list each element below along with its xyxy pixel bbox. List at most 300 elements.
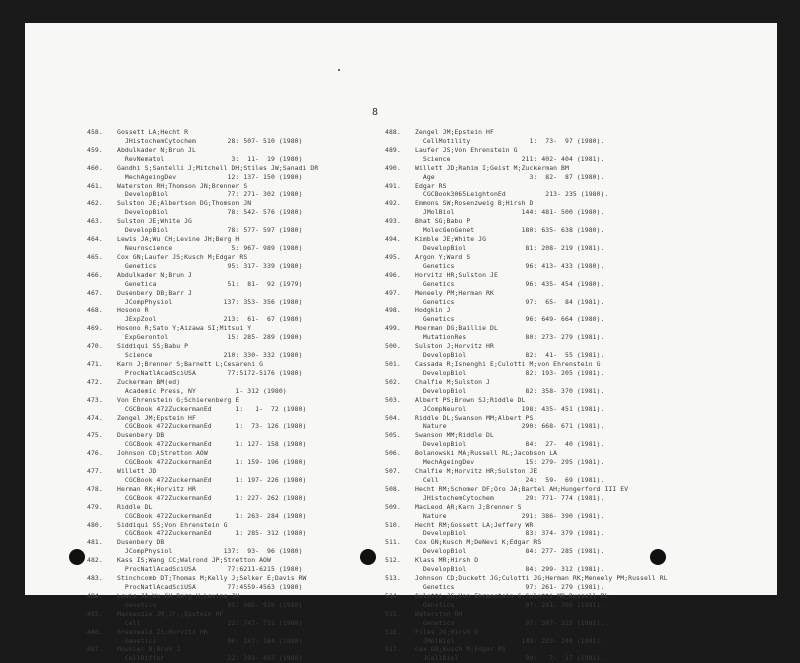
- reference-number: 506.: [385, 449, 401, 458]
- reference-line: [87, 565, 379, 574]
- reference-citation: Academic Press, NY 1- 312 (1980): [117, 386, 287, 395]
- reference-line: [385, 547, 735, 556]
- reference-number: 470.: [87, 342, 103, 351]
- reference-authors: Bolanowski MA;Russell RL;Jacobson LA: [415, 449, 558, 458]
- reference-authors: Albert PS;Brown SJ;Riddle DL: [415, 395, 526, 404]
- reference-line: [385, 351, 735, 360]
- reference-line: [385, 289, 735, 298]
- reference-line: [385, 485, 735, 494]
- reference-number: 514.: [385, 591, 401, 600]
- page-mark: [338, 69, 340, 71]
- reference-line: [87, 512, 379, 521]
- reference-line: [385, 387, 735, 396]
- binder-hole-left: [69, 549, 85, 565]
- reference-authors: Siddiqui SS;Von Ehrenstein G: [117, 520, 228, 529]
- reference-number: 462.: [87, 199, 103, 208]
- reference-number: 487.: [87, 645, 103, 654]
- reference-citation: RevNematol 3: 11- 19 (1980): [117, 154, 303, 163]
- reference-line: [385, 315, 735, 324]
- reference-authors: Hecht RM;Gossett LA;Jeffery WR: [415, 520, 534, 529]
- reference-authors: Siddiqui SS;Babu P: [117, 342, 189, 351]
- reference-line: [87, 333, 379, 342]
- reference-line: [385, 654, 735, 663]
- reference-line: [385, 405, 735, 414]
- reference-number: 464.: [87, 235, 103, 244]
- reference-line: [385, 262, 735, 271]
- reference-line: [385, 628, 735, 637]
- reference-citation: DevelopBiol 78: 542- 576 (1980): [117, 208, 303, 217]
- reference-citation: Genetics 97: 307- 325 (1981).: [415, 618, 605, 627]
- reference-number: 503.: [385, 395, 401, 404]
- reference-authors: Willett JD;Rahim I;Geist M;Zuckerman BM: [415, 163, 569, 172]
- reference-line: [87, 583, 379, 592]
- reference-citation: DevelopBiol 83: 374- 379 (1981).: [415, 529, 605, 538]
- reference-number: 505.: [385, 431, 401, 440]
- reference-line: [87, 485, 379, 494]
- reference-line: [87, 529, 379, 538]
- reference-line: [385, 199, 735, 208]
- reference-line: [87, 449, 379, 458]
- reference-citation: MolecGenGenet 180: 635- 638 (1980).: [415, 226, 605, 235]
- reference-line: [385, 458, 735, 467]
- reference-line: [87, 387, 379, 396]
- reference-citation: JExpZool 213: 61- 67 (1980): [117, 315, 303, 324]
- reference-line: [87, 628, 379, 637]
- reference-citation: Cell 22: 747- 755 (1980): [117, 618, 303, 627]
- reference-line: [385, 324, 735, 333]
- reference-line: [87, 431, 379, 440]
- reference-line: [385, 610, 735, 619]
- reference-citation: JCompNeurol 198: 435- 451 (1981).: [415, 404, 605, 413]
- document-page: [25, 23, 777, 663]
- reference-number: 516.: [385, 627, 401, 636]
- reference-citation: DevelopBiol 84: 27- 40 (1981).: [415, 440, 605, 449]
- reference-line: [87, 521, 379, 530]
- reference-number: 469.: [87, 324, 103, 333]
- reference-line: [87, 547, 379, 556]
- reference-line: [87, 592, 379, 601]
- reference-authors: Von Ehrenstein G;Schierenberg E: [117, 395, 240, 404]
- reference-number: 495.: [385, 252, 401, 261]
- reference-line: [385, 538, 735, 547]
- reference-line: [385, 217, 735, 226]
- reference-citation: DevelopBiol 82: 193- 205 (1981).: [415, 368, 605, 377]
- reference-line: [87, 199, 379, 208]
- reference-number: 497.: [385, 288, 401, 297]
- reference-line: [385, 342, 735, 351]
- reference-authors: Emmons SW;Rosenzweig B;Hirsh D: [415, 199, 534, 208]
- reference-number: 458.: [87, 128, 103, 136]
- reference-line: [87, 306, 379, 315]
- reference-citation: JCompPhysiol 137: 353- 356 (1980): [117, 297, 303, 306]
- reference-line: [385, 360, 735, 369]
- reference-citation: Age 3: 82- 87 (1980).: [415, 172, 605, 181]
- reference-number: 517.: [385, 645, 401, 654]
- reference-citation: JMolBiol 149: 223- 240 (1981).: [415, 636, 605, 645]
- reference-authors: Hecht RM;Schomer DF;Oro JA;Bartel AH;Hungerford III EV: [415, 484, 629, 493]
- reference-line: [385, 208, 735, 217]
- reference-citation: Genetics 97: 281- 305 (1981).: [415, 600, 605, 609]
- reference-line: [385, 306, 735, 315]
- reference-citation: DevelopBiol 78: 577- 597 (1980): [117, 226, 303, 235]
- reference-authors: Gandhi S;Santelli J;Mitchell DH;Stiles JW;Sanadi DR: [117, 163, 319, 172]
- reference-line: [385, 574, 735, 583]
- page-number: 8: [372, 107, 379, 118]
- reference-citation: CGCBook 472ZuckermanEd 1: 285- 312 (1980): [117, 529, 307, 538]
- reference-citation: Genetics 95: 905- 928 (1980): [117, 600, 303, 609]
- reference-number: 492.: [385, 199, 401, 208]
- reference-authors: Gossett LA;Hecht R: [117, 128, 189, 136]
- reference-citation: CGCBook 472ZuckermanEd 1: 73- 126 (1980): [117, 422, 307, 431]
- reference-line: [87, 601, 379, 610]
- reference-number: 500.: [385, 342, 401, 351]
- reference-number: 486.: [87, 627, 103, 636]
- reference-number: 479.: [87, 502, 103, 511]
- reference-line: [87, 226, 379, 235]
- reference-line: [385, 449, 735, 458]
- reference-number: 467.: [87, 288, 103, 297]
- reference-number: 461.: [87, 181, 103, 190]
- binder-hole-middle: [360, 549, 376, 565]
- reference-authors: Waterston RH;Thomson JN;Brenner S: [117, 181, 248, 190]
- reference-line: [385, 369, 735, 378]
- reference-number: 475.: [87, 431, 103, 440]
- reference-column-right: [385, 128, 735, 663]
- reference-authors: Greenwald IS;Horvitz HR: [117, 627, 208, 636]
- reference-authors: Sulston JE;Albertson DG;Thomson JN: [117, 199, 252, 208]
- reference-line: [385, 556, 735, 565]
- reference-authors: Hosono R;Sato Y;Aizawa SI;Mitsui Y: [117, 324, 252, 333]
- reference-citation: Nature 290: 668- 671 (1981).: [415, 422, 605, 431]
- reference-line: [385, 592, 735, 601]
- reference-authors: Dusenbery DB: [117, 431, 165, 440]
- reference-line: [87, 458, 379, 467]
- reference-number: 489.: [385, 145, 401, 154]
- reference-line: [87, 128, 379, 137]
- reference-line: [87, 208, 379, 217]
- reference-number: 515.: [385, 609, 401, 618]
- reference-authors: Chalfie M;Sulston J: [415, 377, 491, 386]
- reference-authors: Mackenzie JM,Jr.;Epstein HF: [117, 609, 224, 618]
- reference-line: [385, 271, 735, 280]
- reference-citation: CGCBook 472ZuckermanEd 1: 1- 72 (1980): [117, 404, 307, 413]
- reference-citation: DevelopBiol 84: 277- 285 (1981).: [415, 547, 605, 556]
- reference-citation: Science 210: 330- 332 (1980): [117, 351, 303, 360]
- reference-number: 465.: [87, 252, 103, 261]
- reference-authors: Abdulkader N;Brun J: [117, 270, 193, 279]
- reference-authors: Culotti JG;Von Ehrenstein G;Culotti MR;Russell RL: [415, 591, 609, 600]
- reference-citation: ExpGerontol 15: 285- 289 (1980): [117, 333, 303, 342]
- reference-line: [87, 378, 379, 387]
- reference-authors: Zengel JM;Epstein HF: [117, 413, 196, 422]
- reference-line: [87, 440, 379, 449]
- reference-number: 496.: [385, 270, 401, 279]
- reference-authors: Herman RK;Horvitz HR: [117, 484, 196, 493]
- reference-citation: ProcNatlAcadSciUSA 77:6211-6215 (1980): [117, 565, 303, 574]
- reference-citation: Genetics 97: 65- 84 (1981).: [415, 297, 605, 306]
- reference-column-left: [87, 128, 379, 663]
- reference-line: [87, 289, 379, 298]
- reference-authors: Johnson CD;Duckett JG;Culotti JG;Herman RK;Meneely PM;Russell RL: [415, 574, 668, 583]
- reference-citation: MechAgeingDev 15: 279- 295 (1981).: [415, 458, 605, 467]
- reference-number: 480.: [87, 520, 103, 529]
- reference-number: 474.: [87, 413, 103, 422]
- reference-citation: Genetics 96: 649- 664 (1980).: [415, 315, 605, 324]
- reference-line: [385, 512, 735, 521]
- reference-number: 481.: [87, 538, 103, 547]
- reference-line: [385, 182, 735, 191]
- reference-citation: DevelopBiol 82: 41- 55 (1981).: [415, 351, 605, 360]
- reference-citation: Genetics 96: 435- 454 (1980).: [415, 279, 605, 288]
- reference-authors: Moerman DG;Baillie DL: [415, 324, 498, 333]
- reference-authors: Hodgkin J: [415, 306, 451, 315]
- reference-citation: CellMotility 1: 73- 97 (1980).: [415, 136, 605, 145]
- reference-line: [385, 333, 735, 342]
- reference-citation: DevelopBiol 77: 271- 302 (1980): [117, 190, 303, 199]
- reference-line: [385, 529, 735, 538]
- reference-authors: Meneely PM;Herman RK: [415, 288, 494, 297]
- reference-authors: Edgar RS: [415, 181, 447, 190]
- reference-citation: Genetics 96: 413- 433 (1980).: [415, 261, 605, 270]
- reference-authors: Lewis JA;Wu CH;Levine JH;Berg H: [117, 235, 240, 244]
- reference-number: 501.: [385, 359, 401, 368]
- reference-line: [87, 271, 379, 280]
- reference-line: [87, 494, 379, 503]
- reference-line: [87, 262, 379, 271]
- reference-line: [385, 414, 735, 423]
- reference-authors: Bhat SG;Babu P: [415, 217, 471, 226]
- reference-line: [385, 164, 735, 173]
- reference-authors: Dusenbery DB;Barr J: [117, 288, 193, 297]
- reference-authors: Kimble JE;White JG: [415, 235, 487, 244]
- reference-line: [87, 217, 379, 226]
- reference-authors: Swanson MM;Riddle DL: [415, 431, 494, 440]
- reference-authors: Sulston J;Horvitz HR: [415, 342, 494, 351]
- reference-citation: DevelopBiol 81: 208- 219 (1981).: [415, 243, 605, 252]
- reference-number: 513.: [385, 574, 401, 583]
- reference-line: [87, 503, 379, 512]
- reference-line: [87, 190, 379, 199]
- reference-line: [385, 645, 735, 654]
- reference-authors: Abdulkader N;Brun JL: [117, 145, 196, 154]
- reference-number: 511.: [385, 538, 401, 547]
- reference-authors: Laufer JS;Von Ehrenstein G: [415, 145, 518, 154]
- reference-citation: Neuroscience 5: 967- 989 (1980): [117, 243, 303, 252]
- reference-line: [385, 146, 735, 155]
- reference-line: [87, 414, 379, 423]
- reference-line: [87, 556, 379, 565]
- reference-line: [87, 369, 379, 378]
- reference-authors: Zuckerman BM(ed): [117, 377, 181, 386]
- reference-citation: Cell 24: 59- 69 (1981).: [415, 475, 605, 484]
- reference-authors: Karn J;Brenner S;Barnett L;Cesareni G: [117, 359, 264, 368]
- reference-line: [385, 226, 735, 235]
- reference-number: 482.: [87, 556, 103, 565]
- reference-citation: CellDiffer 22: 391- 403 (1980): [117, 654, 303, 663]
- reference-authors: Klass MR;Hirsh D: [415, 556, 479, 565]
- reference-citation: Genetics 96: 147- 164 (1980): [117, 636, 303, 645]
- reference-number: 510.: [385, 520, 401, 529]
- reference-authors: Argon Y;Ward S: [415, 252, 471, 261]
- reference-number: 477.: [87, 467, 103, 476]
- reference-number: 466.: [87, 270, 103, 279]
- reference-citation: CGCBook 472ZuckermanEd 1: 227- 262 (1980): [117, 493, 307, 502]
- reference-number: 460.: [87, 163, 103, 172]
- reference-authors: MacLeod AR;Karn J;Brenner S: [415, 502, 522, 511]
- reference-number: 488.: [385, 128, 401, 136]
- reference-citation: DevelopBiol 84: 299- 312 (1981).: [415, 565, 605, 574]
- reference-number: 499.: [385, 324, 401, 333]
- reference-line: [385, 128, 735, 137]
- reference-authors: Cassada R;Isnenghi E;Culotti M;von Ehrenstein G: [415, 359, 601, 368]
- reference-citation: JHistochemCytochem 29: 771- 774 (1981).: [415, 493, 605, 502]
- reference-line: [87, 645, 379, 654]
- reference-citation: ProcNatlAcadSciUSA 77:5172-5176 (1980): [117, 368, 303, 377]
- reference-line: [87, 396, 379, 405]
- reference-number: 478.: [87, 484, 103, 493]
- reference-line: [87, 182, 379, 191]
- reference-number: 507.: [385, 467, 401, 476]
- reference-line: [87, 298, 379, 307]
- reference-line: [87, 574, 379, 583]
- reference-line: [385, 280, 735, 289]
- reference-line: [87, 137, 379, 146]
- reference-authors: Stinchcomb DT;Thomas M;Kelly J;Selker E;Davis RW: [117, 574, 307, 583]
- reference-line: [87, 324, 379, 333]
- reference-number: 494.: [385, 235, 401, 244]
- reference-number: 483.: [87, 574, 103, 583]
- reference-line: [87, 637, 379, 646]
- reference-number: 485.: [87, 609, 103, 618]
- reference-line: [87, 155, 379, 164]
- reference-authors: Chalfie M;Horvitz HR;Sulston JE: [415, 467, 538, 476]
- reference-line: [87, 538, 379, 547]
- reference-line: [385, 235, 735, 244]
- reference-citation: Genetica 51: 81- 92 (1979): [117, 279, 303, 288]
- reference-line: [385, 467, 735, 476]
- reference-line: [87, 173, 379, 182]
- reference-authors: Cox GN;Kusch M;DeNevi K;Edgar RS: [415, 538, 542, 547]
- reference-line: [87, 422, 379, 431]
- reference-line: [385, 565, 735, 574]
- reference-citation: JMolBiol 144: 481- 500 (1980).: [415, 208, 605, 217]
- reference-line: [87, 405, 379, 414]
- reference-authors: Riddle DL: [117, 502, 153, 511]
- reference-line: [87, 610, 379, 619]
- reference-line: [87, 654, 379, 663]
- reference-citation: CGCBook 472ZuckermanEd 1: 197- 226 (1980): [117, 475, 307, 484]
- reference-authors: Johnson CD;Stretton AOW: [117, 449, 208, 458]
- reference-authors: Cox GN;Laufer JS;Kusch M;Edgar RS: [117, 252, 248, 261]
- reference-line: [87, 360, 379, 369]
- reference-line: [385, 619, 735, 628]
- reference-number: 468.: [87, 306, 103, 315]
- reference-citation: Nature 291: 386- 390 (1981).: [415, 511, 605, 520]
- binder-hole-right: [650, 549, 666, 565]
- reference-citation: MutationRes 80: 273- 279 (1981).: [415, 333, 605, 342]
- reference-authors: Sulston JE;White JG: [117, 217, 193, 226]
- reference-number: 471.: [87, 359, 103, 368]
- reference-citation: Genetics 95: 317- 339 (1980): [117, 261, 303, 270]
- reference-line: [385, 396, 735, 405]
- reference-authors: Hosono R: [117, 306, 149, 315]
- reference-number: 498.: [385, 306, 401, 315]
- reference-line: [87, 315, 379, 324]
- reference-citation: CGCBook 472ZuckermanEd 1: 127- 158 (1980): [117, 440, 307, 449]
- reference-number: 493.: [385, 217, 401, 226]
- reference-line: [385, 601, 735, 610]
- reference-line: [87, 146, 379, 155]
- reference-citation: CGCBook 472ZuckermanEd 1: 263- 284 (1980): [117, 511, 307, 520]
- reference-authors: Horvitz HR;Sulston JE: [415, 270, 498, 279]
- reference-line: [385, 440, 735, 449]
- reference-line: [87, 619, 379, 628]
- reference-citation: Genetics 97: 261- 279 (1981).: [415, 583, 605, 592]
- reference-citation: JCellBiol 90: 7- 17 (1981).: [415, 654, 605, 663]
- reference-line: [385, 503, 735, 512]
- reference-citation: Science 211: 402- 404 (1981).: [415, 154, 605, 163]
- reference-citation: JCompPhysiol 137: 93- 96 (1980): [117, 547, 303, 556]
- reference-citation: JHistochemCytochem 28: 507- 510 (1980): [117, 136, 303, 145]
- reference-number: 472.: [87, 377, 103, 386]
- reference-citation: ProcNatlAcadSciUSA 77:4559-4563 (1980): [117, 583, 303, 592]
- reference-line: [385, 137, 735, 146]
- reference-line: [87, 244, 379, 253]
- reference-line: [87, 280, 379, 289]
- reference-citation: DevelopBiol 82: 358- 370 (1981).: [415, 386, 605, 395]
- reference-authors: Kass IS;Wang CC;Walrond JP;Stretton AOW: [117, 556, 271, 565]
- reference-line: [385, 637, 735, 646]
- reference-authors: Riddle DL;Swanson MM;Albert PS: [415, 413, 534, 422]
- reference-line: [385, 378, 735, 387]
- reference-citation: CGCBook 472ZuckermanEd 1: 159- 196 (1980): [117, 458, 307, 467]
- reference-line: [87, 467, 379, 476]
- reference-line: [385, 190, 735, 199]
- reference-line: [87, 351, 379, 360]
- reference-citation: CGCBook3065LeightonEd 213- 235 (1980).: [415, 190, 609, 199]
- reference-number: 463.: [87, 217, 103, 226]
- reference-number: 459.: [87, 145, 103, 154]
- reference-number: 490.: [385, 163, 401, 172]
- reference-line: [385, 583, 735, 592]
- reference-number: 491.: [385, 181, 401, 190]
- reference-number: 509.: [385, 502, 401, 511]
- reference-number: 508.: [385, 484, 401, 493]
- reference-number: 476.: [87, 449, 103, 458]
- reference-authors: Mounier N;Brun J: [117, 645, 181, 654]
- reference-line: [87, 235, 379, 244]
- reference-line: [385, 422, 735, 431]
- reference-authors: Waterston RH: [415, 609, 463, 618]
- reference-authors: Dusenbery DB: [117, 538, 165, 547]
- reference-line: [87, 253, 379, 262]
- reference-line: [87, 476, 379, 485]
- reference-number: 473.: [87, 395, 103, 404]
- reference-authors: Zengel JM;Epstein HF: [415, 128, 494, 136]
- reference-number: 504.: [385, 413, 401, 422]
- reference-authors: Files JG;Hirsh D: [415, 627, 479, 636]
- reference-line: [87, 164, 379, 173]
- reference-line: [385, 298, 735, 307]
- reference-authors: Cox GN;Kusch M;Edgar RS: [415, 645, 506, 654]
- reference-line: [385, 494, 735, 503]
- reference-authors: Willett JD: [117, 467, 157, 476]
- reference-line: [385, 431, 735, 440]
- reference-line: [385, 244, 735, 253]
- reference-number: 484.: [87, 591, 103, 600]
- reference-line: [87, 342, 379, 351]
- reference-authors: Lewis JA;Wu CH;Berg H;Levine JH: [117, 591, 240, 600]
